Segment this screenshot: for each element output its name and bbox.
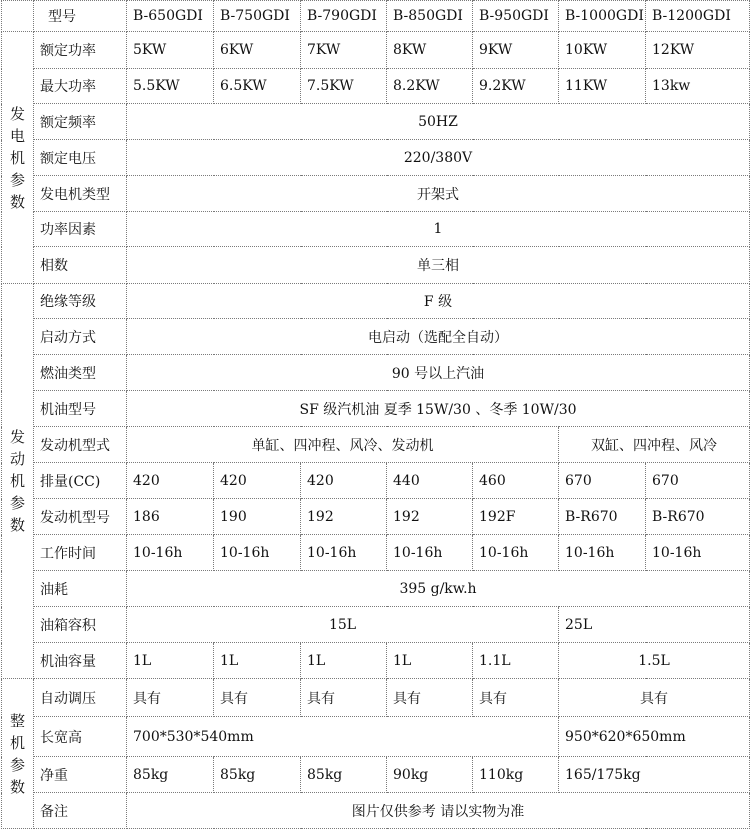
cell: 12KW	[646, 32, 750, 69]
row-label: 绝缘等级	[34, 284, 127, 319]
cell-merged: 单缸、四冲程、风冷、发动机	[127, 427, 559, 463]
cell: B-R670	[646, 499, 750, 535]
cell: 1L	[301, 643, 387, 679]
cell: 8KW	[387, 32, 473, 69]
cell: 85kg	[127, 757, 214, 793]
cell: 440	[387, 463, 473, 499]
row-label: 额定电压	[34, 140, 127, 176]
cell: 10-16h	[473, 535, 559, 571]
header-model: B-1000GDI	[559, 1, 646, 32]
cell-merged: 双缸、四冲程、风冷	[559, 427, 750, 463]
cell: 7KW	[301, 32, 387, 69]
cell-merged: 25L	[559, 607, 750, 643]
cell: 1.1L	[473, 643, 559, 679]
row-oil-capacity	[2, 643, 750, 679]
row-label: 发动机型式	[34, 427, 127, 463]
cell: 10-16h	[559, 535, 646, 571]
cell: 460	[473, 463, 559, 499]
cell: 1L	[127, 643, 214, 679]
cell: 10KW	[559, 32, 646, 69]
cell: 90kg	[387, 757, 473, 793]
cell: 具有	[473, 679, 559, 717]
row-label: 发电机类型	[34, 176, 127, 212]
row-label: 启动方式	[34, 319, 127, 355]
row-label: 油耗	[34, 571, 127, 607]
header-model: B-790GDI	[301, 1, 387, 32]
row-rated-freq	[2, 104, 750, 140]
row-rated-voltage	[2, 140, 750, 176]
cell: 190	[214, 499, 301, 535]
row-dimensions	[2, 717, 750, 757]
cell-merged: SF 级汽机油 夏季 15W/30 、冬季 10W/30	[127, 391, 750, 427]
cell: 具有	[214, 679, 301, 717]
cell-merged: 具有	[559, 679, 750, 717]
cell: 1L	[214, 643, 301, 679]
cell: 85kg	[214, 757, 301, 793]
row-avr	[2, 679, 750, 717]
cell-merged: 电启动（选配全自动）	[127, 319, 750, 355]
cell: B-R670	[559, 499, 646, 535]
header-model: B-650GDI	[127, 1, 214, 32]
row-gen-type	[2, 176, 750, 212]
cell: 5.5KW	[127, 69, 214, 104]
cell: 11KW	[559, 69, 646, 104]
cell: 9.2KW	[473, 69, 559, 104]
row-label: 相数	[34, 247, 127, 284]
cell: 1L	[387, 643, 473, 679]
cell: 具有	[387, 679, 473, 717]
cell-merged: 395 g/kw.h	[127, 571, 750, 607]
section-unit: 整 机 参 数	[2, 679, 34, 829]
row-tank	[2, 607, 750, 643]
row-label: 油箱容积	[34, 607, 127, 643]
row-remark	[2, 793, 750, 829]
cell: 192F	[473, 499, 559, 535]
cell: 10-16h	[214, 535, 301, 571]
row-net-weight	[2, 757, 750, 793]
row-start-mode	[2, 319, 750, 355]
cell: 7.5KW	[301, 69, 387, 104]
cell-merged: 90 号以上汽油	[127, 355, 750, 391]
cell: 420	[301, 463, 387, 499]
cell: 9KW	[473, 32, 559, 69]
row-label: 自动调压	[34, 679, 127, 717]
row-label: 发动机型号	[34, 499, 127, 535]
header-model: B-1200GDI	[646, 1, 750, 32]
row-label: 功率因素	[34, 212, 127, 247]
cell: 192	[301, 499, 387, 535]
row-fuel-consumption	[2, 571, 750, 607]
cell: 420	[214, 463, 301, 499]
cell: 13kw	[646, 69, 750, 104]
row-displacement	[2, 463, 750, 499]
cell-merged: 开架式	[127, 176, 750, 212]
row-oil-type	[2, 391, 750, 427]
cell-merged: 950*620*650mm	[559, 717, 750, 757]
header-row	[2, 1, 750, 32]
cell: 具有	[127, 679, 214, 717]
cell: 6.5KW	[214, 69, 301, 104]
cell: 10-16h	[646, 535, 750, 571]
header-label: 型号	[34, 1, 127, 32]
row-rated-power	[2, 32, 750, 69]
cell-merged: 15L	[127, 607, 559, 643]
row-label: 长宽高	[34, 717, 127, 757]
cell-merged: F 级	[127, 284, 750, 319]
cell: 670	[559, 463, 646, 499]
row-label: 备注	[34, 793, 127, 829]
row-label: 机油型号	[34, 391, 127, 427]
cell-merged: 700*530*540mm	[127, 717, 559, 757]
cell: 10-16h	[301, 535, 387, 571]
row-phase	[2, 247, 750, 284]
cell: 420	[127, 463, 214, 499]
row-work-time	[2, 535, 750, 571]
row-max-power	[2, 69, 750, 104]
cell: 186	[127, 499, 214, 535]
header-model: B-950GDI	[473, 1, 559, 32]
cell-merged: 165/175kg	[559, 757, 750, 793]
cell: 10-16h	[387, 535, 473, 571]
row-label: 最大功率	[34, 69, 127, 104]
cell: 85kg	[301, 757, 387, 793]
cell: 5KW	[127, 32, 214, 69]
cell-merged: 单三相	[127, 247, 750, 284]
row-label: 额定功率	[34, 32, 127, 69]
row-label: 净重	[34, 757, 127, 793]
header-model: B-750GDI	[214, 1, 301, 32]
corner-cell	[2, 1, 34, 32]
row-label: 额定频率	[34, 104, 127, 140]
spec-table	[1, 0, 750, 829]
row-label: 工作时间	[34, 535, 127, 571]
cell-merged: 220/380V	[127, 140, 750, 176]
cell: 8.2KW	[387, 69, 473, 104]
row-engine-model	[2, 499, 750, 535]
cell: 192	[387, 499, 473, 535]
row-label: 燃油类型	[34, 355, 127, 391]
header-model: B-850GDI	[387, 1, 473, 32]
cell: 具有	[301, 679, 387, 717]
cell-merged: 50HZ	[127, 104, 750, 140]
cell-merged: 1	[127, 212, 750, 247]
cell: 6KW	[214, 32, 301, 69]
row-label: 排量(CC)	[34, 463, 127, 499]
cell-merged: 图片仅供参考 请以实物为准	[127, 793, 750, 829]
cell: 110kg	[473, 757, 559, 793]
row-label: 机油容量	[34, 643, 127, 679]
cell-merged: 1.5L	[559, 643, 750, 679]
row-fuel-type	[2, 355, 750, 391]
section-engine: 发 动 机 参 数	[2, 284, 34, 679]
section-generator: 发 电 机 参 数	[2, 32, 34, 284]
cell: 10-16h	[127, 535, 214, 571]
cell: 670	[646, 463, 750, 499]
row-insulation	[2, 284, 750, 319]
row-power-factor	[2, 212, 750, 247]
row-engine-form	[2, 427, 750, 463]
